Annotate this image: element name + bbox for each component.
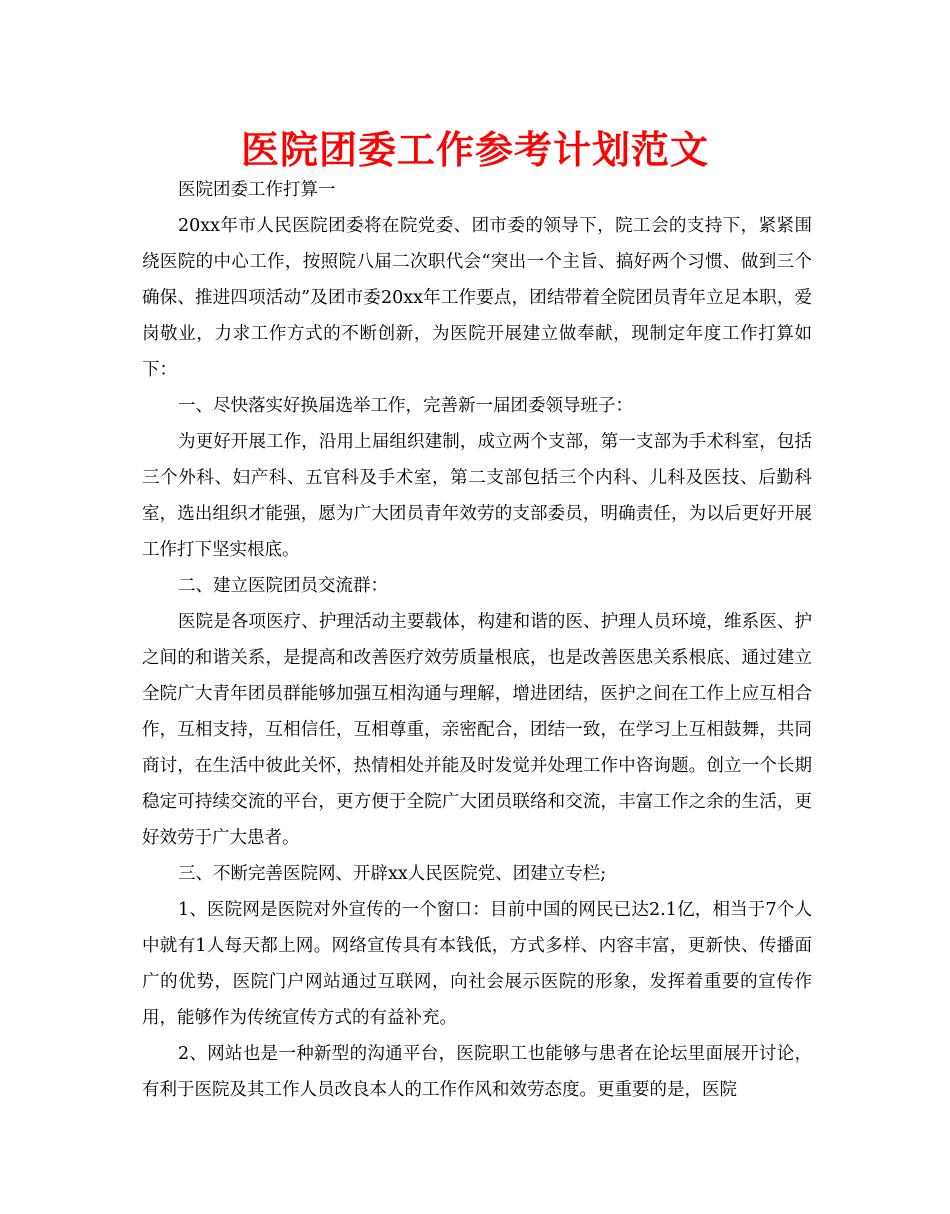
paragraph-section-3-item-2: 2、网站也是一种新型的沟通平台，医院职工也能够与患者在论坛里面展开讨论，有利于医院及其工作人员改良本人的工作作风和效劳态度。更重要的是，医院 xyxy=(142,1044,812,1100)
section-heading-1: 一、尽快落实好换届选举工作，完善新一届团委领导班子： xyxy=(178,396,633,416)
section-heading-3: 三、不断完善医院网、开辟xx人民医院党、团建立专栏; xyxy=(178,864,607,884)
section-heading-2: 二、建立医院团员交流群： xyxy=(178,576,388,596)
paragraph-section-2: 医院是各项医疗、护理活动主要载体，构建和谐的医、护理人员环境，维系医、护之间的和谐关系，是提高和改善医疗效劳质量根底，也是改善医患关系根底、通过建立全院广大青年团员群能够加强互相沟通与理解，增进团结，医护之间在工作上应互相合作，互相支持，互相信任，互相尊重，亲密配合，团结一致，在学习上互相鼓舞，共同商讨，在生活中彼此关怀，热情相处并能及时发觉并处理工作中咨询题。创立一个长期稳定可持续交流的平台，更方便于全院广大团员联络和交流，丰富工作之余的生活，更好效劳于广大患者。 xyxy=(142,612,812,848)
paragraph-plan-heading: 医院团委工作打算一 xyxy=(178,180,336,200)
document-body xyxy=(142,172,812,1108)
paragraph-section-3-item-1: 1、医院网是医院对外宣传的一个窗口：目前中国的网民已达2.1亿，相当于7个人中就有1人每天都上网。网络宣传具有本钱低，方式多样、内容丰富，更新快、传播面广的优势，医院门户网站通过互联网，向社会展示医院的形象，发挥着重要的宣传作用，能够作为传统宣传方式的有益补充。 xyxy=(142,900,812,1028)
paragraph-section-1: 为更好开展工作，沿用上届组织建制，成立两个支部，第一支部为手术科室，包括三个外科、妇产科、五官科及手术室，第二支部包括三个内科、儿科及医技、后勤科室，选出组织才能强，愿为广大团员青年效劳的支部委员，明确责任，为以后更好开展工作打下坚实根底。 xyxy=(142,432,812,560)
paragraph-intro: 20xx年市人民医院团委将在院党委、团市委的领导下，院工会的支持下，紧紧围绕医院的中心工作，按照院八届二次职代会“突出一个主旨、搞好两个习惯、做到三个确保、推进四项活动”及团市委20xx年工作要点，团结带着全院团员青年立足本职，爱岗敬业，力求工作方式的不断创新，为医院开展建立做奉献，现制定年度工作打算如下： xyxy=(142,216,812,380)
document-title: 医院团委工作参考计划范文 xyxy=(240,127,709,172)
